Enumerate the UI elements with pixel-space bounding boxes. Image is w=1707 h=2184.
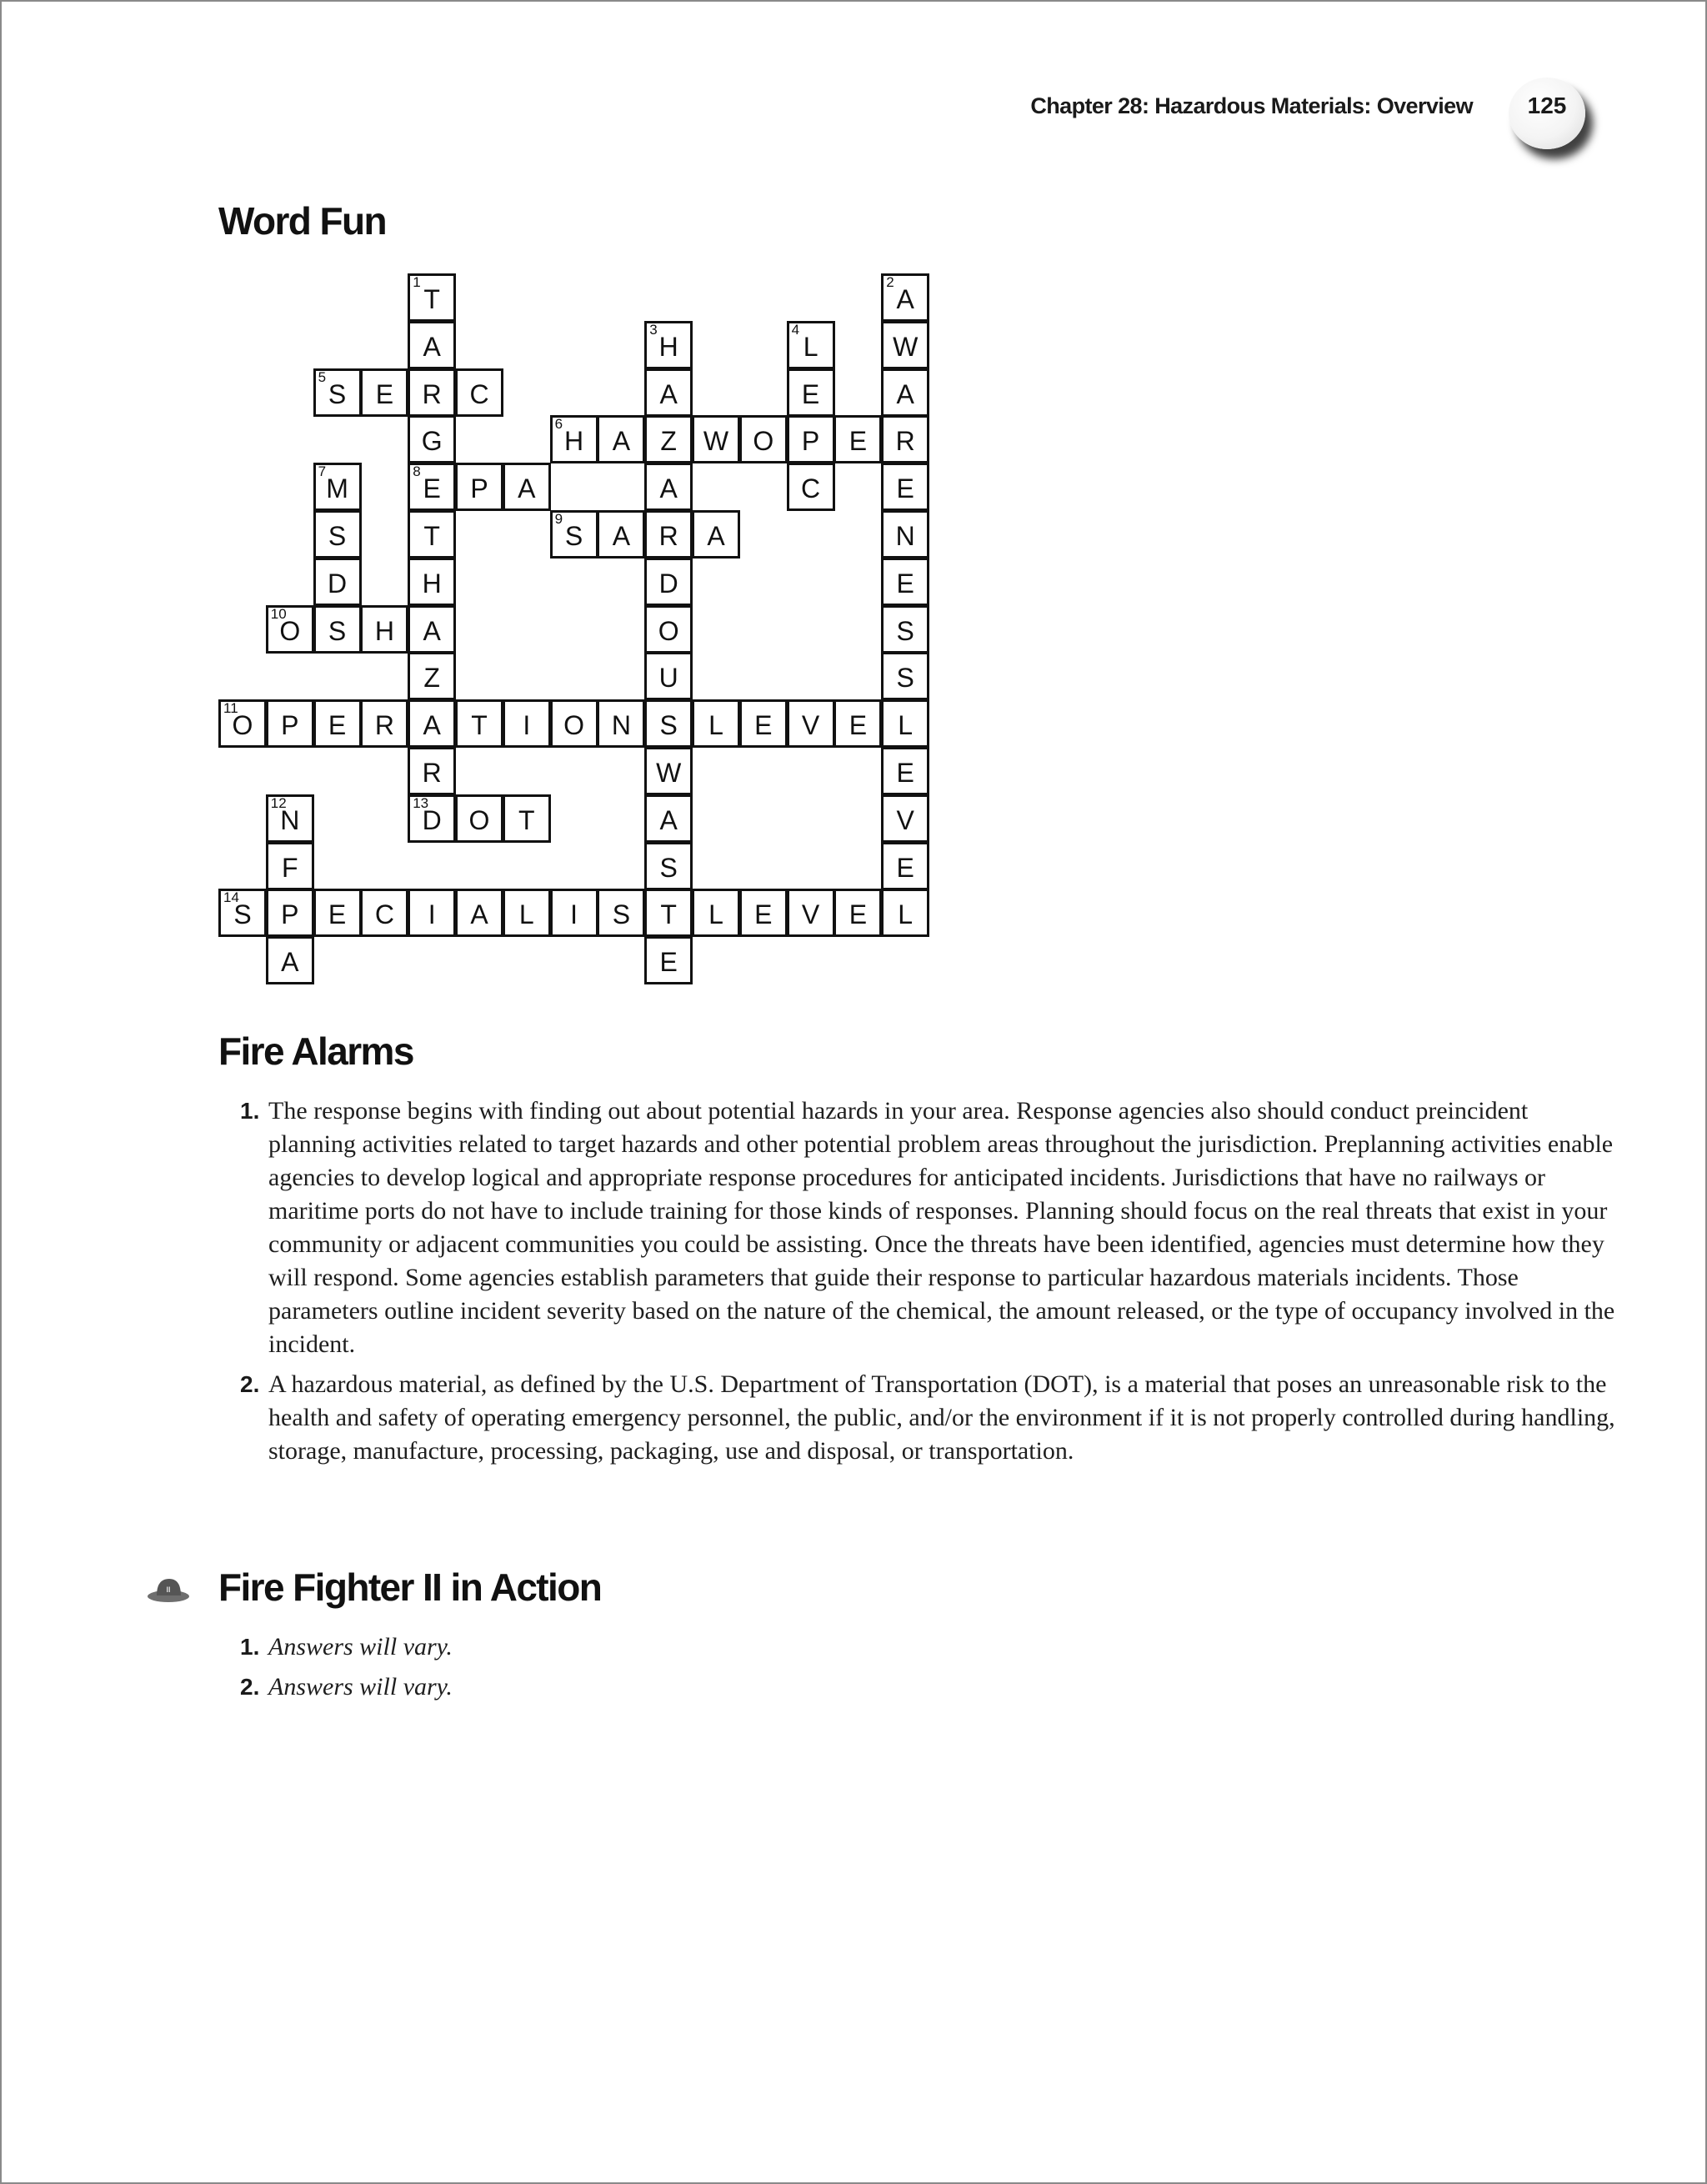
crossword-cell <box>644 889 693 937</box>
crossword-cell <box>644 510 693 559</box>
crossword-cell <box>408 605 456 654</box>
cell-letter: T <box>423 284 440 314</box>
crossword-cell <box>739 699 788 748</box>
clue-number: 1 <box>413 274 421 290</box>
cell-letter: R <box>895 426 915 457</box>
crossword-cell <box>408 558 456 606</box>
running-head: Chapter 28: Hazardous Materials: Overview <box>1030 93 1473 118</box>
crossword-cell <box>313 558 362 606</box>
cell-letter: P <box>470 473 488 504</box>
crossword-cell <box>455 463 503 511</box>
cell-letter: R <box>422 378 442 409</box>
cell-letter: A <box>659 804 678 835</box>
cell-letter: A <box>896 378 914 409</box>
crossword-cell <box>313 699 362 748</box>
cell-letter: T <box>518 804 535 835</box>
cell-letter: S <box>612 899 631 930</box>
crossword-cell <box>503 889 551 937</box>
cell-letter: A <box>470 899 488 930</box>
clue-number: 8 <box>413 463 421 480</box>
cell-letter: A <box>659 473 678 504</box>
answer-item <box>218 1630 1619 1664</box>
cell-letter: R <box>374 710 394 741</box>
crossword-cell <box>408 699 456 748</box>
fire-alarms-heading: Fire Alarms <box>218 1029 413 1073</box>
cell-letter: N <box>280 804 300 835</box>
cell-letter: D <box>328 568 348 599</box>
crossword-cell <box>692 889 740 937</box>
ff2-answer-list <box>218 1630 1619 1711</box>
page-number-badge <box>1509 78 1585 149</box>
crossword-cell <box>266 936 314 984</box>
answer-item <box>218 1095 1619 1361</box>
cell-letter: N <box>895 521 915 551</box>
answer-number: 1. <box>240 1634 260 1660</box>
cell-letter: T <box>423 521 440 551</box>
cell-letter: U <box>658 663 678 694</box>
clue-number: 6 <box>554 416 563 433</box>
crossword-cell <box>408 510 456 559</box>
cell-letter: O <box>658 615 679 646</box>
fire-fighter-ii-heading: Fire Fighter II in Action <box>218 1565 602 1609</box>
cell-letter: L <box>803 331 818 362</box>
cell-letter: N <box>611 710 631 741</box>
crossword-cell <box>360 889 408 937</box>
fire-helmet-icon <box>147 1575 190 1604</box>
crossword-cell <box>881 652 929 700</box>
crossword-cell <box>266 794 314 843</box>
crossword-cell <box>218 889 267 937</box>
cell-letter: I <box>570 899 578 930</box>
crossword-cell <box>739 415 788 463</box>
cell-letter: R <box>422 758 442 788</box>
cell-letter: F <box>282 852 298 883</box>
cell-letter: L <box>518 899 534 930</box>
crossword-cell <box>408 368 456 417</box>
answer-text: Answers will vary. <box>268 1673 453 1701</box>
cell-letter: A <box>707 521 725 551</box>
cell-letter: S <box>233 899 252 930</box>
crossword-cell <box>313 368 362 417</box>
answer-number: 1. <box>240 1098 260 1124</box>
cell-letter: L <box>708 899 723 930</box>
crossword-cell <box>692 699 740 748</box>
crossword-cell <box>881 558 929 606</box>
clue-number: 2 <box>886 274 894 290</box>
cell-letter: E <box>328 899 347 930</box>
crossword-cell <box>455 699 503 748</box>
crossword-cell <box>550 415 598 463</box>
cell-letter: T <box>660 899 677 930</box>
cell-letter: C <box>374 899 394 930</box>
crossword-cell <box>313 463 362 511</box>
crossword-cell <box>597 415 645 463</box>
cell-letter: P <box>281 899 299 930</box>
cell-letter: H <box>374 615 394 646</box>
cell-letter: S <box>659 852 678 883</box>
crossword-cell <box>266 699 314 748</box>
cell-letter: A <box>423 615 441 646</box>
crossword-cell <box>881 605 929 654</box>
crossword-cell <box>644 794 693 843</box>
answer-item <box>218 1368 1619 1468</box>
crossword-cell <box>881 463 929 511</box>
cell-letter: L <box>708 710 723 741</box>
crossword-cell <box>833 415 882 463</box>
clue-number: 9 <box>554 511 563 527</box>
crossword-cell <box>881 889 929 937</box>
cell-letter: H <box>658 331 678 362</box>
clue-number: 11 <box>223 700 238 717</box>
crossword-cell <box>597 510 645 559</box>
crossword-cell <box>881 510 929 559</box>
cell-letter: S <box>328 378 347 409</box>
crossword-cell <box>787 368 835 417</box>
crossword-cell <box>313 605 362 654</box>
cell-letter: A <box>423 710 441 741</box>
cell-letter: I <box>428 899 436 930</box>
crossword-cell <box>881 321 929 369</box>
cell-letter: D <box>658 568 678 599</box>
page-number: 125 <box>1527 93 1567 118</box>
crossword-cell <box>408 321 456 369</box>
cell-letter: Z <box>660 426 677 457</box>
cell-letter: A <box>896 284 914 314</box>
crossword-cell <box>881 747 929 795</box>
cell-letter: E <box>896 852 914 883</box>
crossword-cell <box>408 273 456 322</box>
cell-letter: W <box>893 331 919 362</box>
cell-letter: D <box>422 804 442 835</box>
cell-letter: V <box>801 710 820 741</box>
cell-letter: A <box>423 331 441 362</box>
cell-letter: G <box>421 426 443 457</box>
crossword-cell <box>787 889 835 937</box>
cell-letter: S <box>896 615 914 646</box>
cell-letter: A <box>518 473 536 504</box>
crossword-cell <box>503 699 551 748</box>
cell-letter: O <box>279 615 301 646</box>
cell-letter: M <box>326 473 348 504</box>
crossword-cell <box>644 699 693 748</box>
clue-number: 3 <box>649 321 658 338</box>
crossword-cell <box>787 321 835 369</box>
crossword-cell <box>455 368 503 417</box>
cell-letter: E <box>848 899 868 930</box>
crossword-cell <box>644 558 693 606</box>
cell-letter: P <box>801 426 820 457</box>
crossword-cell <box>218 699 267 748</box>
crossword-cell <box>550 889 598 937</box>
crossword-cell <box>644 936 693 984</box>
cell-letter: E <box>423 473 441 504</box>
cell-letter: S <box>328 615 347 646</box>
crossword-cell <box>550 699 598 748</box>
cell-letter: E <box>848 426 868 457</box>
crossword-cell <box>644 321 693 369</box>
crossword-cell <box>692 415 740 463</box>
crossword-grid <box>218 273 929 985</box>
answer-number: 2. <box>240 1371 260 1397</box>
cell-letter: A <box>281 947 299 978</box>
crossword-cell <box>455 889 503 937</box>
cell-letter: R <box>658 521 678 551</box>
clue-number: 12 <box>270 794 287 811</box>
cell-letter: W <box>703 426 729 457</box>
cell-letter: I <box>523 710 531 741</box>
crossword-cell <box>644 605 693 654</box>
word-fun-heading: Word Fun <box>218 199 386 243</box>
cell-letter: H <box>564 426 584 457</box>
crossword-cell <box>455 794 503 843</box>
crossword-cell <box>313 889 362 937</box>
crossword-cell <box>644 463 693 511</box>
answer-number: 2. <box>240 1674 260 1700</box>
crossword-cell <box>787 463 835 511</box>
cell-letter: P <box>281 710 299 741</box>
cell-letter: E <box>754 710 773 741</box>
crossword-cell <box>787 699 835 748</box>
clue-number: 7 <box>318 463 327 480</box>
cell-letter: S <box>896 663 914 694</box>
answer-text: A hazardous material, as defined by the U.S. Department of Transportation (DOT), is a material that poses an unreasonable risk to the health and safety of operating emergency personnel, the public, and/or the environment if it is not properly controlled during handling, storage, manufacture, processing, packaging, use and disposal, or transportation. <box>268 1370 1615 1465</box>
crossword-cell <box>881 699 929 748</box>
crossword-cell <box>266 889 314 937</box>
cell-letter: E <box>896 473 914 504</box>
fire-alarms-answer-list <box>218 1095 1619 1475</box>
crossword-cell <box>597 699 645 748</box>
cell-letter: S <box>328 521 347 551</box>
cell-letter: E <box>896 758 914 788</box>
crossword-cell <box>313 510 362 559</box>
crossword-cell <box>739 889 788 937</box>
crossword-cell <box>408 652 456 700</box>
crossword-cell <box>360 605 408 654</box>
crossword-cell <box>833 889 882 937</box>
answer-text: The response begins with finding out about potential hazards in your area. Response agencies also should conduct preincident planning activities related to target hazards and other potential problem areas throughout the jurisdiction. Preplanning activities enable agencies to develop logical and appropriate response procedures for anticipated incidents. Jurisdictions that have no railways or maritime ports do not have to include training for those kinds of responses. Planning should focus on the real threats that exist in your community or adjacent communities you could be assisting. Once the threats have been identified, agencies must determine how they will respond. Some agencies establish parameters that guide their response to particular hazardous materials incidents. Those parameters outline incident severity based on the nature of the chemical, the amount released, or the type of occupancy involved in the incident. <box>268 1097 1615 1358</box>
answer-text: Answers will vary. <box>268 1633 453 1661</box>
crossword-cell <box>692 510 740 559</box>
cell-letter: Z <box>423 663 440 694</box>
crossword-cell <box>881 794 929 843</box>
crossword-cell <box>644 368 693 417</box>
crossword-cell <box>881 415 929 463</box>
cell-letter: O <box>753 426 774 457</box>
cell-letter: V <box>801 899 820 930</box>
crossword-cell <box>550 510 598 559</box>
crossword-cell <box>881 368 929 417</box>
helmet-label: II <box>166 1585 171 1594</box>
cell-letter: H <box>422 568 442 599</box>
cell-letter: W <box>656 758 682 788</box>
cell-letter: S <box>564 521 583 551</box>
cell-letter: O <box>468 804 490 835</box>
cell-letter: A <box>612 521 631 551</box>
cell-letter: O <box>232 710 253 741</box>
crossword-cell <box>360 368 408 417</box>
crossword-cell <box>644 747 693 795</box>
crossword-cell <box>408 463 456 511</box>
crossword-cell <box>408 747 456 795</box>
cell-letter: A <box>612 426 631 457</box>
crossword-cell <box>266 605 314 654</box>
cell-letter: O <box>563 710 585 741</box>
cell-letter: V <box>896 804 914 835</box>
cell-letter: L <box>898 899 914 930</box>
crossword-cell <box>644 415 693 463</box>
cell-letter: E <box>754 899 773 930</box>
cell-letter: T <box>471 710 488 741</box>
crossword-cell <box>408 889 456 937</box>
clue-number: 5 <box>318 368 327 385</box>
crossword-cell <box>408 415 456 463</box>
crossword-cell <box>597 889 645 937</box>
crossword-cell <box>503 794 551 843</box>
crossword-cell <box>833 699 882 748</box>
crossword-cell <box>644 842 693 890</box>
cell-letter: S <box>659 710 678 741</box>
cell-letter: L <box>898 710 914 741</box>
cell-letter: E <box>848 710 868 741</box>
cell-letter: C <box>801 473 821 504</box>
crossword-cell <box>644 652 693 700</box>
crossword-cell <box>503 463 551 511</box>
cell-letter: E <box>896 568 914 599</box>
cell-letter: A <box>659 378 678 409</box>
cell-letter: E <box>375 378 394 409</box>
crossword-cell <box>787 415 835 463</box>
crossword-cell <box>881 842 929 890</box>
crossword-cell <box>266 842 314 890</box>
cell-letter: C <box>469 378 489 409</box>
clue-number: 10 <box>270 605 287 622</box>
crossword-cell <box>408 794 456 843</box>
clue-number: 14 <box>223 889 239 906</box>
answer-item <box>218 1671 1619 1704</box>
clue-number: 13 <box>413 794 429 811</box>
crossword-cell <box>360 699 408 748</box>
cell-letter: E <box>328 710 347 741</box>
clue-number: 4 <box>791 321 800 338</box>
cell-letter: E <box>659 947 678 978</box>
crossword-cell <box>881 273 929 322</box>
cell-letter: E <box>801 378 820 409</box>
